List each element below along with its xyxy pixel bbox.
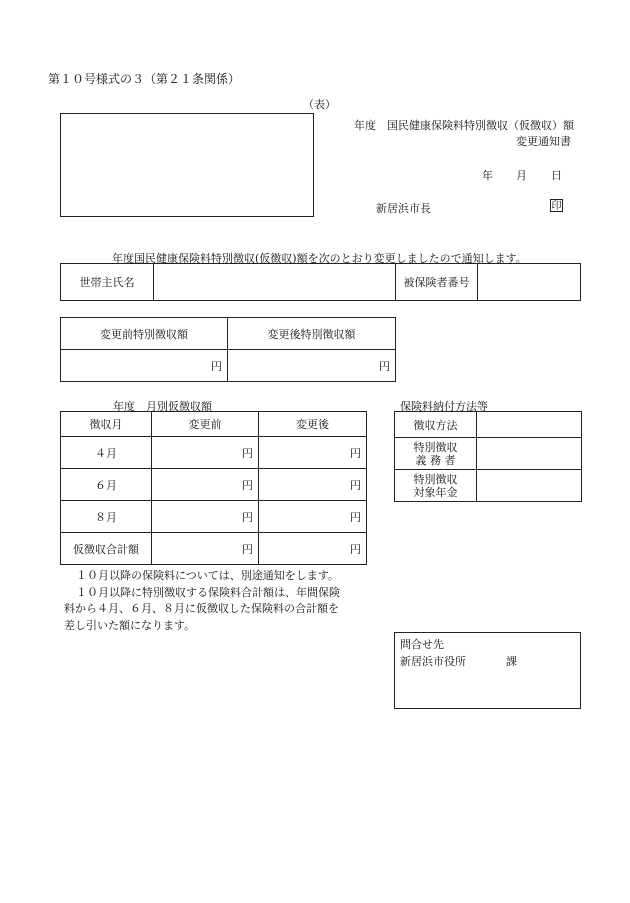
notice-title-sub: 変更通知書 xyxy=(516,135,571,148)
table-row xyxy=(61,501,367,533)
after-cell: 円 xyxy=(259,501,367,533)
before-header: 変更前特別徴収額 xyxy=(61,318,228,350)
method-label: 徴収方法 xyxy=(395,412,477,438)
month-cell: ８月 xyxy=(61,501,152,533)
intro-text: 年度国民健康保険料特別徴収(仮徴収)額を次のとおり変更しましたので通知します。 xyxy=(112,252,527,265)
payment-table xyxy=(394,411,582,502)
before-value: 円 xyxy=(61,350,228,382)
month-cell: 仮徴収合計額 xyxy=(61,533,152,565)
obligor-label-line2: 義 務 者 xyxy=(415,453,456,467)
pension-label xyxy=(395,470,477,502)
monthly-header-before: 変更前 xyxy=(152,412,259,437)
table-row xyxy=(61,533,367,565)
before-cell: 円 xyxy=(152,469,259,501)
obligor-value xyxy=(477,438,582,470)
pension-label-line2: 対象年金 xyxy=(413,485,458,499)
change-amount-table xyxy=(60,317,396,382)
monthly-heading: 年度 月別仮徴収額 xyxy=(113,400,212,413)
note-2-line2: 料から４月、６月、８月に仮徴収した保険料の合計額を xyxy=(64,602,339,615)
table-row xyxy=(61,469,367,501)
after-value: 円 xyxy=(228,350,396,382)
before-cell: 円 xyxy=(152,437,259,469)
month-cell: ６月 xyxy=(61,469,152,501)
after-cell: 円 xyxy=(259,533,367,565)
issuer: 新居浜市長 xyxy=(376,202,431,215)
side-label: （表） xyxy=(303,98,336,111)
table-row xyxy=(61,437,367,469)
monthly-header-month: 徴収月 xyxy=(61,412,152,437)
pension-label-line1: 特別徴収 xyxy=(413,472,458,486)
householder-label: 世帯主氏名 xyxy=(61,264,154,301)
insured-number-label: 被保険者番号 xyxy=(396,264,478,301)
payment-heading: 保険料納付方法等 xyxy=(400,400,488,413)
monthly-header-after: 変更後 xyxy=(259,412,367,437)
insured-number-value xyxy=(478,264,581,301)
pension-value xyxy=(477,470,582,502)
after-header: 変更後特別徴収額 xyxy=(228,318,396,350)
contact-office: 新居浜市役所 xyxy=(400,655,466,668)
note-1: １０月以降の保険料については、別途通知をします。 xyxy=(76,569,339,582)
householder-table xyxy=(60,263,581,301)
seal-mark: 印 xyxy=(551,201,562,212)
form-id: 第１０号様式の３（第２１条関係） xyxy=(48,72,241,86)
note-2-line3: 差し引いた額になります。 xyxy=(64,619,196,632)
before-cell: 円 xyxy=(152,501,259,533)
address-box xyxy=(60,113,314,217)
date-year: 年 xyxy=(482,169,493,182)
contact-label: 問合せ先 xyxy=(400,638,444,651)
householder-value xyxy=(154,264,396,301)
obligor-label-line1: 特別徴収 xyxy=(413,440,458,454)
notice-title: 年度 国民健康保険料特別徴収（仮徴収）額 xyxy=(354,119,574,132)
note-2-line1: １０月以降に特別徴収する保険料合計額は、年間保険 xyxy=(76,586,340,599)
date-month: 月 xyxy=(516,169,527,182)
monthly-table xyxy=(60,411,367,565)
before-cell: 円 xyxy=(152,533,259,565)
method-value xyxy=(477,412,582,438)
contact-section: 課 xyxy=(506,655,517,668)
date-day: 日 xyxy=(551,169,562,182)
obligor-label xyxy=(395,438,477,470)
after-cell: 円 xyxy=(259,469,367,501)
after-cell: 円 xyxy=(259,437,367,469)
month-cell: ４月 xyxy=(61,437,152,469)
